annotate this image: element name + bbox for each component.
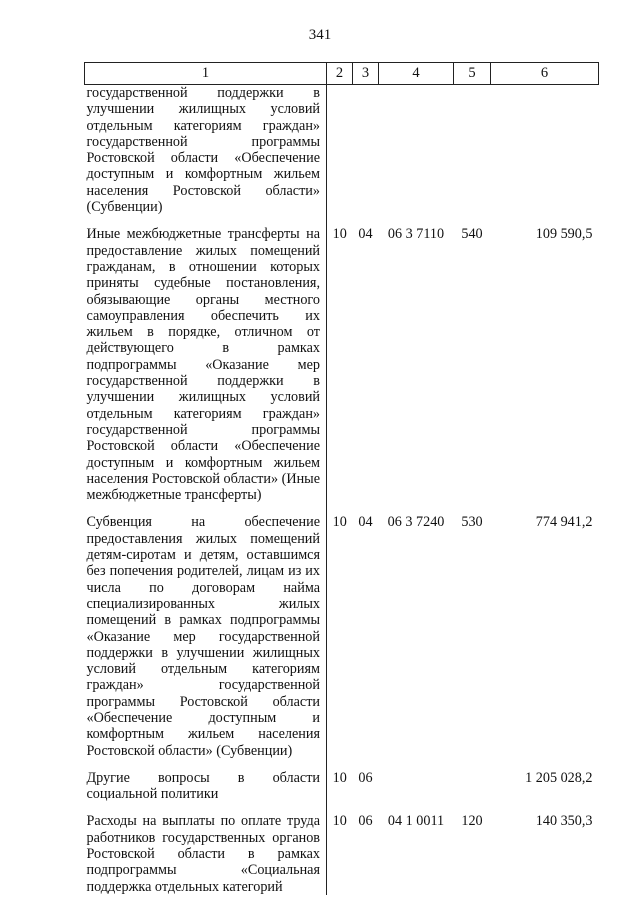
- table-row: [85, 215, 599, 503]
- row-expense-type: 540: [461, 226, 483, 243]
- row-subsection: 04: [358, 226, 373, 243]
- row-amount: 774 941,2: [535, 514, 593, 531]
- row-target-code: 06 3 7110: [387, 226, 445, 243]
- row-amount: 1 205 028,2: [525, 769, 593, 786]
- row-amount: 140 350,3: [535, 813, 593, 830]
- row-section: 10: [332, 226, 347, 243]
- header-col-3: 3: [353, 63, 379, 85]
- row-target-code: 06 3 7240: [387, 514, 445, 531]
- header-col-1: 1: [85, 63, 327, 85]
- table-row: [85, 802, 599, 894]
- row-subsection: 06: [358, 813, 373, 830]
- row-subsection: 04: [358, 514, 373, 531]
- row-name: Расходы на выплаты по оплате труда работников государственных органов Ростовской области в рамках подпрограммы «Социальная поддержка отдельных категорий: [85, 802, 327, 894]
- row-target-code: 04 1 0011: [387, 813, 445, 830]
- row-section: 10: [332, 813, 347, 830]
- row-amount: [491, 85, 599, 216]
- header-col-2: 2: [327, 63, 353, 85]
- header-col-4: 4: [379, 63, 454, 85]
- row-name: Субвенция на обеспечение предоставления жилых помещений детям-сиротам и детям, оставшимся без попечения родителей, лицам из их числа по договорам найма специализированных жилых помещений в рамках подпрограммы «Оказание мер государственной поддержки в улучшении жилищных условий отдельным категориям граждан» государственной программы Ростовской области «Обеспечение доступным и комфортным жильем населения Ростовской области» (Субвенции): [85, 503, 327, 758]
- budget-table: [84, 62, 599, 895]
- row-name: Иные межбюджетные трансферты на предоставление жилых помещений гражданам, в отношении которых приняты судебные постановления, обязывающие органы местного самоуправления обеспечить их жильем в порядке, отличном от действующего в рамках подпрограммы «Оказание мер государственной поддержки в улучшении жилищных условий отдельным категориям граждан» государственной программы Ростовской области «Обеспечение доступным и комфортным жильем населения Ростовской области» (Иные межбюджетные трансферты): [85, 215, 327, 503]
- header-col-6: 6: [491, 63, 599, 85]
- row-subsection: 06: [358, 769, 373, 786]
- row-amount: 109 590,5: [535, 226, 593, 243]
- row-expense-type: 120: [461, 813, 483, 830]
- row-target-code: [379, 85, 454, 216]
- page-number: 341: [308, 27, 332, 43]
- row-subsection: [353, 85, 379, 216]
- row-expense-type: 530: [461, 514, 483, 531]
- row-section: 10: [332, 514, 347, 531]
- row-name: Другие вопросы в области социальной политики: [85, 759, 327, 803]
- row-expense-type: [454, 85, 491, 216]
- table-row: [85, 503, 599, 758]
- table-row: [85, 85, 599, 216]
- row-name: государственной поддержки в улучшении жилищных условий отдельным категориям граждан» государственной программы Ростовской области «Обеспечение доступным и комфортным жильем населения Ростовской области» (Субвенции): [85, 85, 327, 216]
- row-section: 10: [332, 769, 347, 786]
- table-header: [85, 63, 599, 85]
- row-section: [327, 85, 353, 216]
- row-expense-type: [454, 759, 491, 803]
- row-target-code: [379, 759, 454, 803]
- table-row: [85, 759, 599, 803]
- header-col-5: 5: [454, 63, 491, 85]
